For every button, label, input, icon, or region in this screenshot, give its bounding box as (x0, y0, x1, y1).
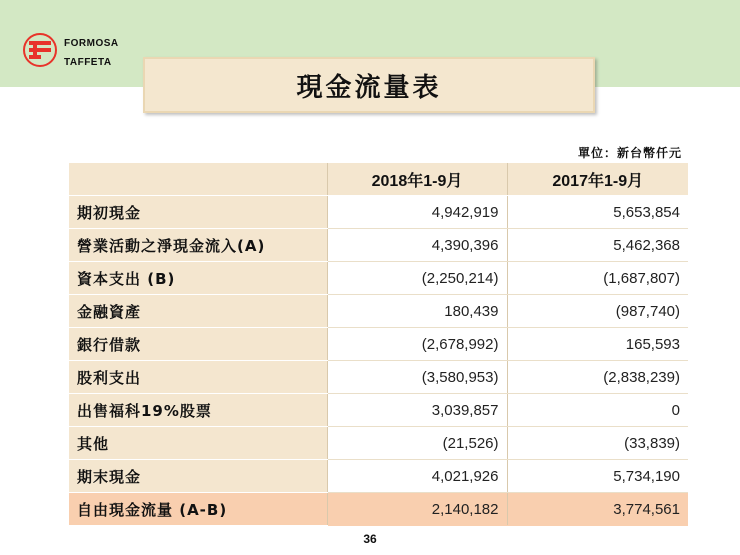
row-label: 其他 (69, 427, 327, 460)
value-2018: 3,039,857 (327, 394, 507, 427)
value-2018: (2,250,214) (327, 262, 507, 295)
table-row (69, 460, 688, 493)
table-row (69, 262, 688, 295)
row-label: 銀行借款 (69, 328, 327, 361)
table-row (69, 196, 688, 229)
row-label: 營業活動之淨現金流入(A) (69, 229, 327, 262)
value-2017: (987,740) (507, 295, 688, 328)
table-row (69, 361, 688, 394)
value-2018: 4,942,919 (327, 196, 507, 229)
value-2017: 5,462,368 (507, 229, 688, 262)
table-header-row (69, 163, 688, 196)
value-2018: 4,021,926 (327, 460, 507, 493)
row-label: 自由現金流量 (A-B) (69, 493, 327, 526)
value-2017: (1,687,807) (507, 262, 688, 295)
value-2017: 3,774,561 (507, 493, 688, 526)
table-row (69, 427, 688, 460)
row-label: 出售福科19%股票 (69, 394, 327, 427)
table-row (69, 394, 688, 427)
table-row (69, 295, 688, 328)
logo-text (64, 34, 119, 72)
value-2017: 5,653,854 (507, 196, 688, 229)
value-2017: (2,838,239) (507, 361, 688, 394)
page-title: 現金流量表 (296, 72, 442, 103)
logo-line-1: FORMOSA (64, 38, 119, 49)
cash-flow-table (69, 163, 688, 526)
value-2018: (2,678,992) (327, 328, 507, 361)
table-row (69, 493, 688, 526)
value-2018: 180,439 (327, 295, 507, 328)
header-2018: 2018年1-9月 (327, 163, 507, 196)
title-banner (143, 57, 595, 113)
row-label: 資本支出 (B) (69, 262, 327, 295)
value-2017: 5,734,190 (507, 460, 688, 493)
value-2018: 4,390,396 (327, 229, 507, 262)
row-label: 股利支出 (69, 361, 327, 394)
value-2017: (33,839) (507, 427, 688, 460)
value-2017: 0 (507, 394, 688, 427)
value-2017: 165,593 (507, 328, 688, 361)
page-number: 36 (363, 532, 377, 546)
row-label: 期末現金 (69, 460, 327, 493)
table-row (69, 229, 688, 262)
value-2018: (3,580,953) (327, 361, 507, 394)
logo-line-2: TAFFETA (64, 57, 112, 68)
header-2017: 2017年1-9月 (507, 163, 688, 196)
row-label: 金融資產 (69, 295, 327, 328)
row-label: 期初現金 (69, 196, 327, 229)
header-corner (69, 163, 327, 196)
value-2018: (21,526) (327, 427, 507, 460)
unit-note: 單位：新台幣仟元 (577, 146, 682, 160)
table-row (69, 328, 688, 361)
company-logo (22, 30, 132, 76)
formosa-taffeta-logo-icon (22, 32, 58, 68)
value-2018: 2,140,182 (327, 493, 507, 526)
